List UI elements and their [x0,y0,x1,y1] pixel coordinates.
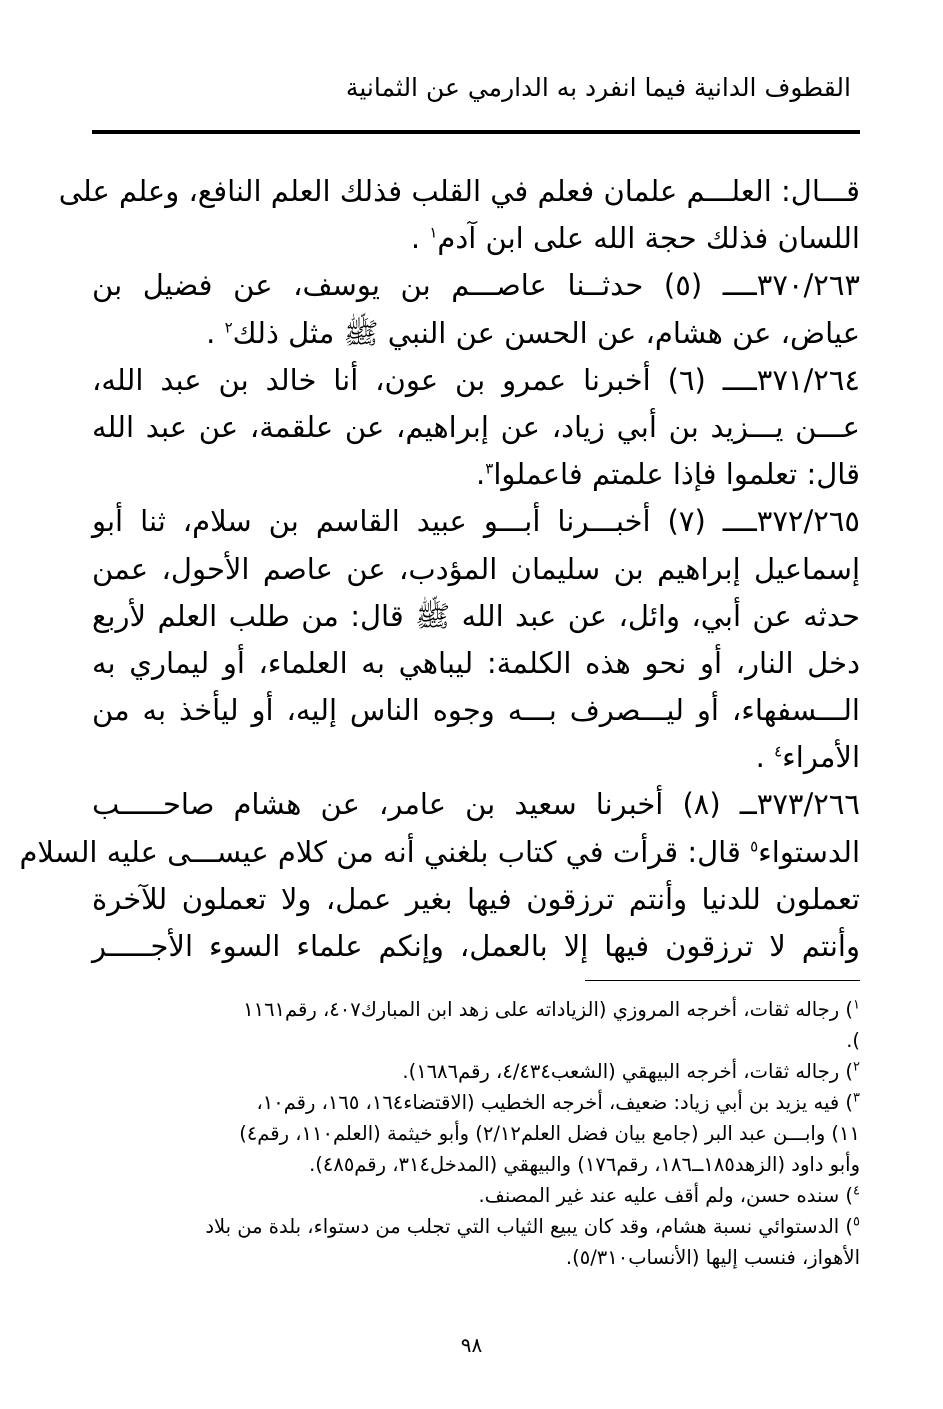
text-line: تعملون للدنيا وأنتم ترزقون فيها بغير عمل، ولا تعملون للآخرة [92,881,860,916]
period: . [206,315,216,350]
text-line [92,451,860,498]
text-line: حدثه عن أبي، وائل، عن عبد الله ﷺ قال: من طلب العلم لأربع [92,598,860,633]
header-rule [92,130,860,134]
footnote-line [92,1025,860,1056]
text-span: قال: تعلموا فإذا علمتم فاعملوا [493,457,860,492]
footnote-number: ٢ [853,1059,860,1075]
main-text [19,168,860,970]
footnote-number: ٤ [853,1183,860,1199]
period: . [410,221,421,256]
footnote-ref[interactable]: ٥ [750,836,759,855]
period: . [476,457,486,492]
footnote-text: الدستوائي نسبة هشام، وقد كان يبيع الثياب التي تجلب من دستواء، بلدة من بلاد [205,1215,840,1238]
footnote-line: $^٢$) رجاله ثقات، أخرجه البيهقي (الشعب٤/٤٣٤، رقم١٦٨٦). [402,1059,860,1083]
footnote-text: وأبو داود (الزهد١٨٥ــ١٨٦، رقم١٧٦) والبيهقي (المدخل٣١٤، رقم٤٨٥). [309,1153,860,1176]
text-line [19,829,860,876]
footnote-text: رجاله ثقات، أخرجه المروزي (الزياداته على زهد ابن المبارك٤٠٧، رقم١١٦١ [243,998,840,1021]
text-span: عياض، عن هشام، عن الحسن عن النبي ﷺ مثل ذلك [232,315,860,350]
footnote-line: $^٣$) فيه يزيد بن أبي زياد: ضعيف، أخرجه الخطيب (الاقتضاء١٦٤، ١٦٥، رقم١٠، [256,1090,860,1114]
text-line: ٣٧١/٢٦٤ــــ (٦) أخبرنا عمرو بن عون، أنا خالد بن عبد الله، [92,362,860,397]
footnote-number: ١ [853,997,860,1013]
footnote-number: ٥ [853,1214,860,1230]
footnote-ref[interactable]: ١ [429,223,438,242]
text-line: ٣٧٢/٢٦٥ــــ (٧) أخبـــرنا أبـــو عبيد القاسم بن سلام، ثنا أبو [92,504,860,539]
text-line: عـــن يـــزيد بن أبي زياد، عن إبراهيم، عن علقمة، عن عبد الله [92,409,860,444]
footnote-line: $^٤$) سنده حسن، ولم أقف عليه عند غير المصنف. [478,1183,860,1207]
text-line: ٣٧٣/٢٦٦ــ (٨) أخبرنا سعيد بن عامر، عن هشام صاحـــــب [92,787,860,822]
text-line [92,215,860,262]
period: . [755,740,765,775]
footnote-ref[interactable]: ٤ [774,742,783,761]
footnote-text: ). [846,1029,860,1052]
text-span: قال: قرأت في كتاب بلغني أنه من كلام عيســـى عليه السلام [19,834,751,869]
footnote-ref[interactable]: ٣ [485,459,494,478]
footnote-text: فيه يزيد بن أبي زياد: ضعيف، أخرجه الخطيب (الاقتضاء١٦٤، ١٦٥، رقم١٠، [256,1091,840,1114]
footnote-text: الأهواز، فنسب إليها (الأنساب٥/٣١٠). [565,1246,860,1269]
footnote-line: $^٥$) الدستوائي نسبة هشام، وقد كان يبيع الثياب التي تجلب من دستواء، بلدة من بلاد [205,1214,860,1238]
footnote-number: ٣ [853,1090,860,1106]
footnote-line [92,1118,860,1149]
text-line: إسماعيل إبراهيم بن سليمان المؤدب، عن عاصم الأحول، عمن [92,551,860,586]
text-line: قـــال: العلـــم علمان فعلم في القلب فذلك العلم النافع، وعلم على [58,174,860,208]
footnote-text: سنده حسن، ولم أقف عليه عند غير المصنف. [478,1184,840,1207]
text-span: الدستواء [758,834,860,869]
footnote-line: $^١$) رجاله ثقات، أخرجه المروزي (الزياداته على زهد ابن المبارك٤٠٧، رقم١١٦١ [243,997,860,1021]
text-span: اللسان فذلك حجة الله على ابن آدم [437,221,860,256]
text-line [92,310,860,357]
running-head: القطوف الدانية فيما انفرد به الدارمي عن الثمانية [345,73,851,102]
text-line [92,734,860,781]
footnote-text: رجاله ثقات، أخرجه البيهقي (الشعب٤/٤٣٤، رقم١٦٨٦). [402,1060,840,1083]
footnote-line [92,1242,860,1273]
text-line: وأنتم لا ترزقون فيها إلا بالعمل، وإنكم علماء السوء الأجـــــر [92,929,860,963]
footnotes [92,994,860,1273]
text-line: دخل النار، أو نحو هذه الكلمة: ليباهي به العلماء، أو ليماري به [92,645,860,680]
text-line: ٣٧٠/٢٦٣ــــ (٥) حدثــنا عاصـــم بن يوسف، عن فضيل بن [92,268,860,303]
text-line: الـــسفهاء، أو ليـــصرف بـــه وجوه الناس إليه، أو ليأخذ به من [92,693,860,728]
footnote-line [92,1149,860,1180]
footnote-text: ١١) وابـــن عبد البر (جامع بيان فضل العلم٢/١٢) وأبو خيثمة (العلم١١٠، رقم٤) [239,1122,860,1145]
footnote-separator [585,980,860,981]
page-number: ٩٨ [460,1333,483,1357]
text-span: الأمراء [782,740,860,775]
footnote-ref[interactable]: ٢ [224,317,233,336]
